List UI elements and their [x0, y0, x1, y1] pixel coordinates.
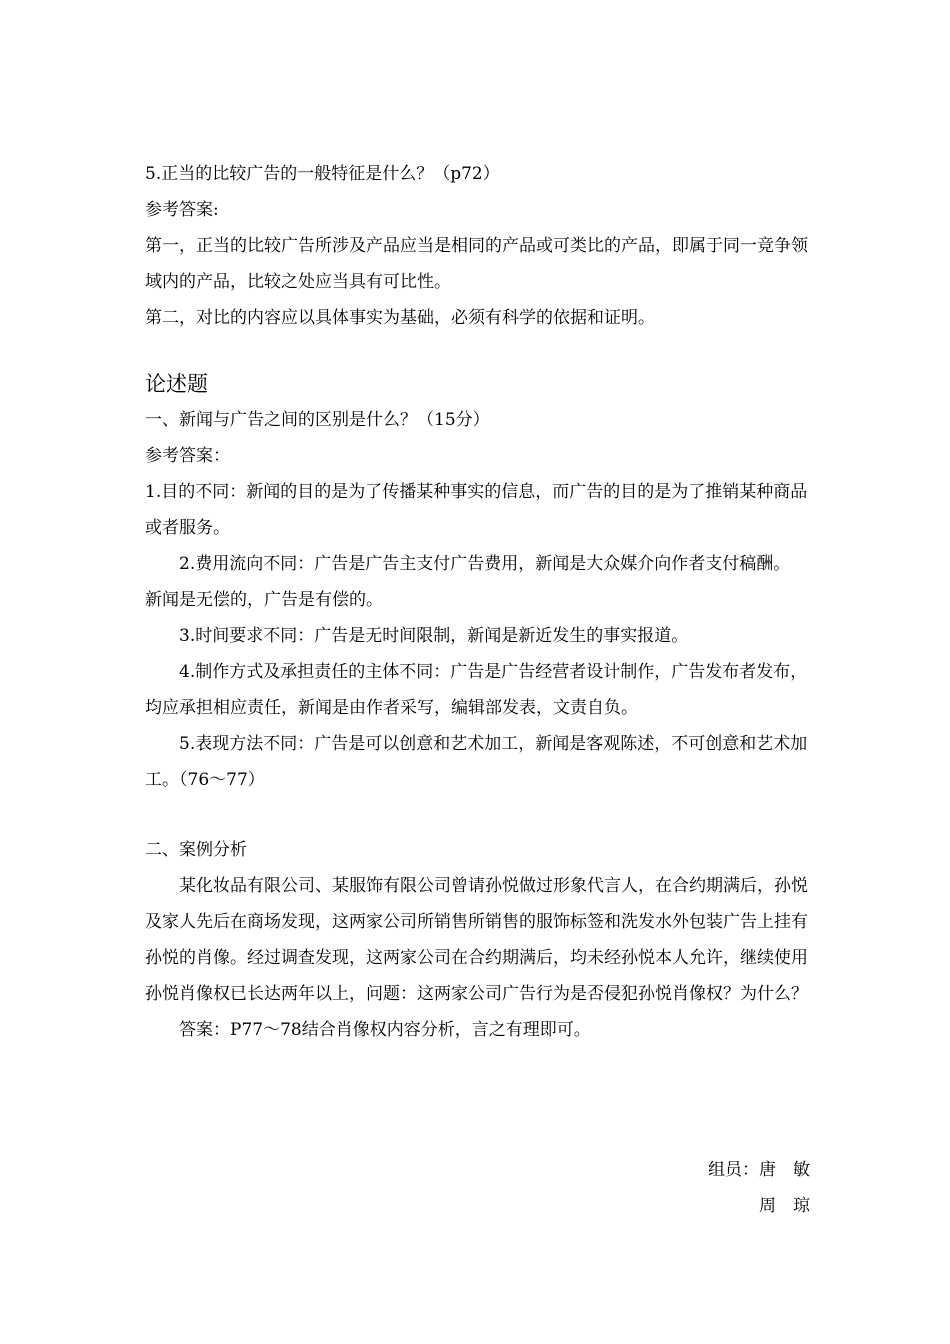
q5-answer-line-1: 第一，正当的比较广告所涉及产品应当是相同的产品或可类比的产品，即属于同一竞争领域内的产品，比较之处应当具有可比性。 — [145, 236, 808, 292]
essay-point-5: 5.表现方法不同：广告是可以创意和艺术加工，新闻是客观陈述，不可创意和艺术加工。（76～77） — [145, 734, 808, 790]
section-spacer — [145, 798, 810, 832]
case-heading: 二、案例分析 — [145, 840, 247, 860]
members-label: 组员： — [708, 1160, 759, 1180]
q5-title: 5.正当的比较广告的一般特征是什么？（p72） — [145, 164, 500, 184]
members-block — [145, 1152, 810, 1224]
case-answer: 答案：P77～78结合肖像权内容分析，言之有理即可。 — [179, 1020, 591, 1040]
essay-heading: 论述题 — [145, 372, 208, 396]
essay-question: 一、新闻与广告之间的区别是什么？（15分） — [145, 410, 490, 430]
members-row-1 — [145, 1152, 810, 1188]
member-name-1: 唐 敏 — [759, 1160, 810, 1180]
essay-point-2: 2.费用流向不同：广告是广告主支付广告费用，新闻是大众媒介向作者支付稿酬。 新闻是无偿的，广告是有偿的。 — [145, 554, 791, 610]
q5-answer-label: 参考答案: — [145, 200, 219, 220]
member-name-2: 周 琼 — [759, 1196, 810, 1216]
essay-answer-label: 参考答案： — [145, 446, 230, 466]
case-body: 某化妆品有限公司、某服饰有限公司曾请孙悦做过形象代言人，在合约期满后，孙悦及家人先后在商场发现，这两家公司所销售所销售的服饰标签和洗发水外包装广告上挂有孙悦的肖像。经过调查发现，这两家公司在合约期满后，均未经孙悦本人允许，继续使用孙悦肖像权已长达两年以上，问题：这两家公司广告行为是否侵犯孙悦肖像权？为什么？ — [145, 876, 808, 1004]
essay-point-4: 4.制作方式及承担责任的主体不同：广告是广告经营者设计制作，广告发布者发布，均应承担相应责任，新闻是由作者采写，编辑部发表，文责自负。 — [145, 662, 808, 718]
q5-answer-line-2: 第二，对比的内容应以具体事实为基础，必须有科学的依据和证明。 — [145, 308, 655, 328]
document-content — [145, 156, 810, 1048]
members-row-2 — [145, 1188, 810, 1224]
essay-point-1: 1.目的不同：新闻的目的是为了传播某种事实的信息，而广告的目的是为了推销某种商品或者服务。 — [145, 482, 808, 538]
essay-point-3: 3.时间要求不同：广告是无时间限制，新闻是新近发生的事实报道。 — [179, 626, 689, 646]
